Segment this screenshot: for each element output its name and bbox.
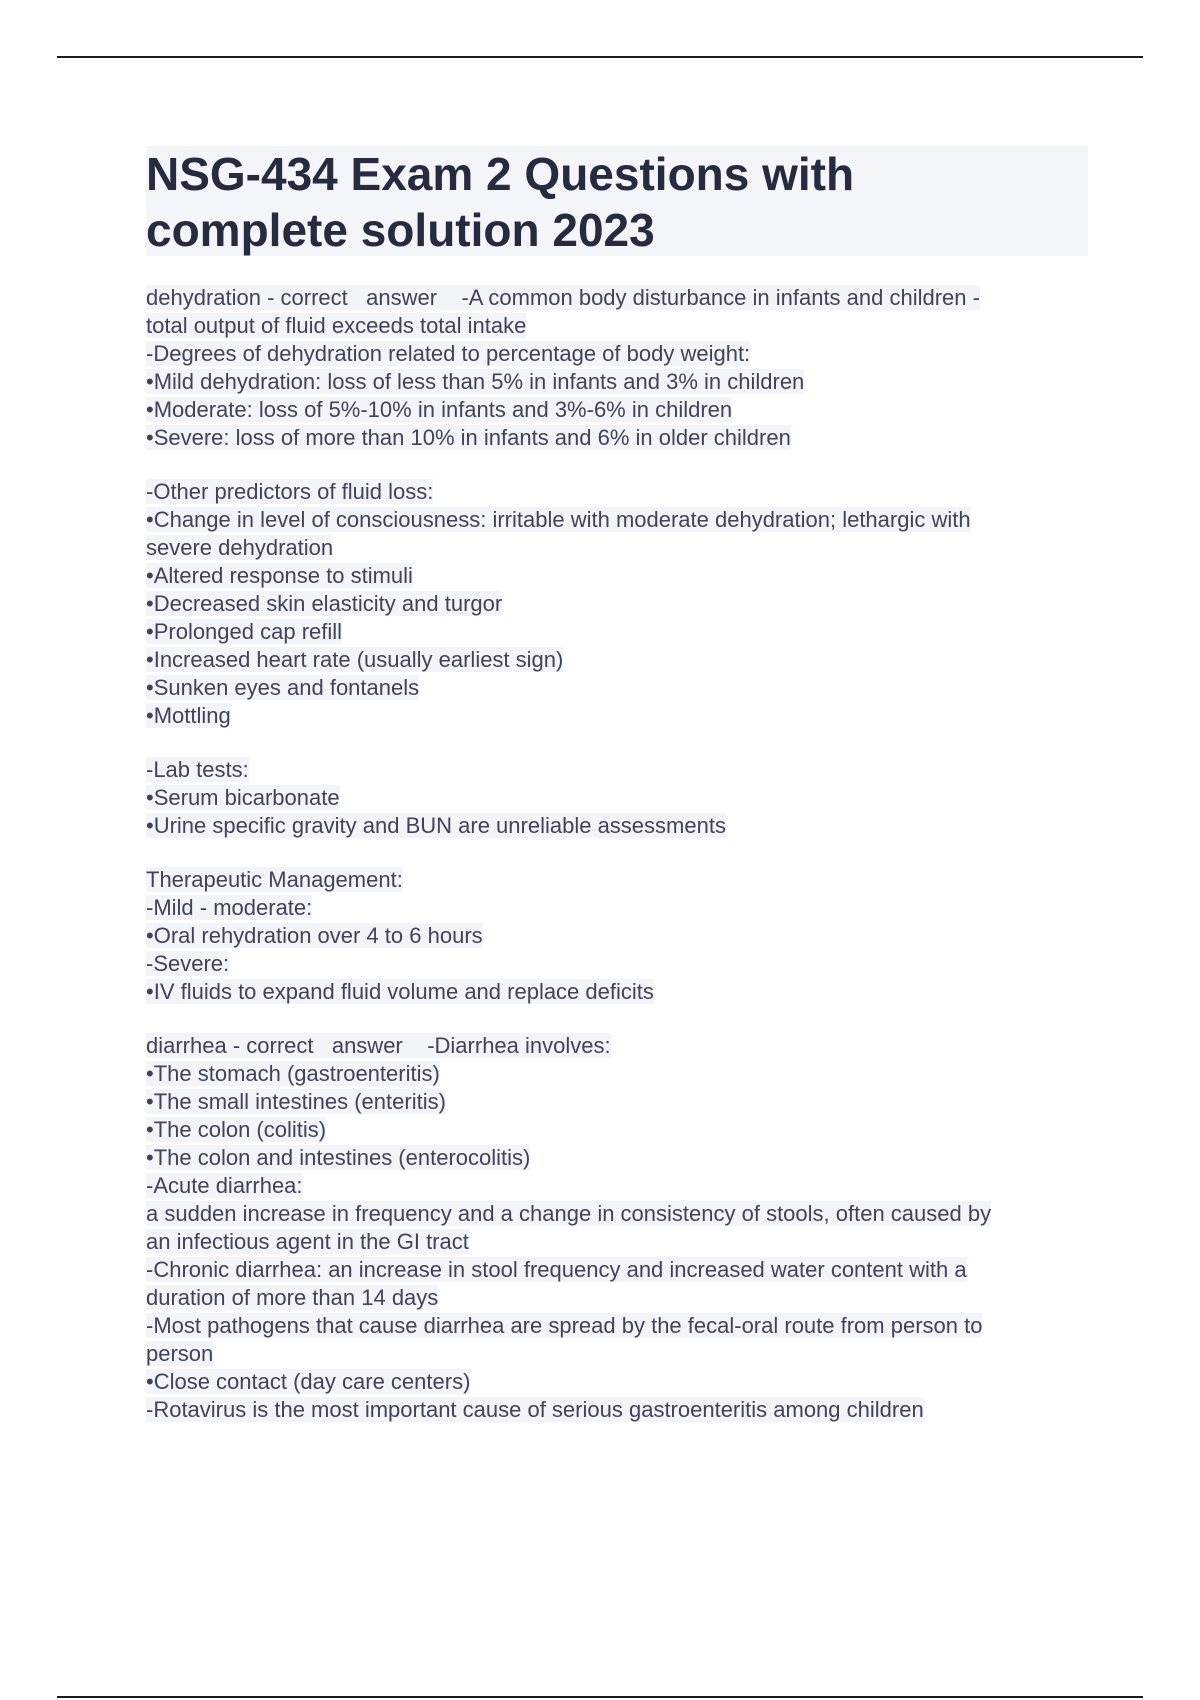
paragraph bbox=[146, 284, 1096, 452]
title-line-1: NSG-434 Exam 2 Questions with bbox=[146, 148, 855, 200]
text-line bbox=[146, 1312, 1096, 1340]
text-line-content: -Rotavirus is the most important cause of serious gastroenteritis among children bbox=[146, 1397, 924, 1422]
text-line-content: -Acute diarrhea: bbox=[146, 1173, 303, 1198]
text-line-content: an infectious agent in the GI tract bbox=[146, 1229, 469, 1254]
text-line-content: •The colon and intestines (enterocolitis) bbox=[146, 1145, 531, 1170]
text-line bbox=[146, 424, 1096, 452]
text-line-content: •Mild dehydration: loss of less than 5% in infants and 3% in children bbox=[146, 369, 805, 394]
paragraph bbox=[146, 866, 1096, 1006]
text-line bbox=[146, 894, 1096, 922]
text-line-content: •Decreased skin elasticity and turgor bbox=[146, 591, 503, 616]
text-line bbox=[146, 506, 1096, 534]
text-line-content: •IV fluids to expand fluid volume and replace deficits bbox=[146, 979, 654, 1004]
text-line-content: •Sunken eyes and fontanels bbox=[146, 675, 420, 700]
text-line bbox=[146, 1256, 1096, 1284]
text-line bbox=[146, 562, 1096, 590]
text-line-content: -Severe: bbox=[146, 951, 230, 976]
text-line bbox=[146, 978, 1096, 1006]
text-line-content: Therapeutic Management: bbox=[146, 867, 403, 892]
text-line bbox=[146, 1144, 1096, 1172]
text-line-content: -Other predictors of fluid loss: bbox=[146, 479, 434, 504]
bottom-rule bbox=[57, 1696, 1143, 1698]
text-line bbox=[146, 866, 1096, 894]
text-line-content: person bbox=[146, 1341, 214, 1366]
text-line-content: •Altered response to stimuli bbox=[146, 563, 413, 588]
text-line bbox=[146, 1368, 1096, 1396]
text-line-content: severe dehydration bbox=[146, 535, 334, 560]
title-line-2: complete solution 2023 bbox=[146, 204, 655, 256]
text-line bbox=[146, 1396, 1096, 1424]
text-line bbox=[146, 922, 1096, 950]
text-line bbox=[146, 950, 1096, 978]
text-line-content: •Increased heart rate (usually earliest sign) bbox=[146, 647, 564, 672]
document-title bbox=[146, 146, 1088, 258]
text-line-content: •Prolonged cap refill bbox=[146, 619, 343, 644]
text-line bbox=[146, 1116, 1096, 1144]
text-line bbox=[146, 674, 1096, 702]
text-line-content: •Severe: loss of more than 10% in infants and 6% in older children bbox=[146, 425, 791, 450]
text-line-content: •The colon (colitis) bbox=[146, 1117, 327, 1142]
text-line bbox=[146, 368, 1096, 396]
text-line-content: duration of more than 14 days bbox=[146, 1285, 439, 1310]
paragraph bbox=[146, 478, 1096, 730]
text-line bbox=[146, 812, 1096, 840]
text-line-content: diarrhea - correct answer -Diarrhea involves: bbox=[146, 1033, 611, 1058]
text-line-content: •Urine specific gravity and BUN are unreliable assessments bbox=[146, 813, 726, 838]
text-line-content: •Oral rehydration over 4 to 6 hours bbox=[146, 923, 483, 948]
text-line bbox=[146, 784, 1096, 812]
text-line bbox=[146, 646, 1096, 674]
text-line-content: •Moderate: loss of 5%-10% in infants and 3%-6% in children bbox=[146, 397, 733, 422]
text-line bbox=[146, 1060, 1096, 1088]
text-line-content: -Most pathogens that cause diarrhea are spread by the fecal-oral route from person to bbox=[146, 1313, 983, 1338]
top-rule bbox=[57, 56, 1143, 58]
text-line bbox=[146, 1284, 1096, 1312]
text-line bbox=[146, 1340, 1096, 1368]
text-line-content: dehydration - correct answer -A common body disturbance in infants and children - bbox=[146, 285, 980, 310]
text-line-content: -Degrees of dehydration related to percentage of body weight: bbox=[146, 341, 751, 366]
paragraph bbox=[146, 756, 1096, 840]
text-line bbox=[146, 340, 1096, 368]
text-line-content: -Chronic diarrhea: an increase in stool frequency and increased water content with a bbox=[146, 1257, 967, 1282]
text-line bbox=[146, 534, 1096, 562]
text-line bbox=[146, 590, 1096, 618]
document-body bbox=[146, 284, 1096, 1450]
text-line bbox=[146, 618, 1096, 646]
text-line bbox=[146, 1032, 1096, 1060]
text-line bbox=[146, 702, 1096, 730]
text-line bbox=[146, 756, 1096, 784]
text-line-content: •The stomach (gastroenteritis) bbox=[146, 1061, 440, 1086]
text-line bbox=[146, 1200, 1096, 1228]
text-line bbox=[146, 312, 1096, 340]
text-line-content: •The small intestines (enteritis) bbox=[146, 1089, 446, 1114]
text-line-content: •Mottling bbox=[146, 703, 231, 728]
text-line-content: total output of fluid exceeds total intake bbox=[146, 313, 527, 338]
text-line bbox=[146, 1172, 1096, 1200]
text-line bbox=[146, 396, 1096, 424]
text-line-content: •Serum bicarbonate bbox=[146, 785, 340, 810]
text-line bbox=[146, 284, 1096, 312]
text-line-content: a sudden increase in frequency and a change in consistency of stools, often caused by bbox=[146, 1201, 992, 1226]
text-line bbox=[146, 1228, 1096, 1256]
text-line bbox=[146, 1088, 1096, 1116]
paragraph bbox=[146, 1032, 1096, 1424]
title-block bbox=[146, 146, 1088, 256]
text-line-content: •Close contact (day care centers) bbox=[146, 1369, 471, 1394]
text-line-content: -Lab tests: bbox=[146, 757, 249, 782]
text-line-content: -Mild - moderate: bbox=[146, 895, 313, 920]
text-line-content: •Change in level of consciousness: irritable with moderate dehydration; lethargic with bbox=[146, 507, 971, 532]
text-line bbox=[146, 478, 1096, 506]
